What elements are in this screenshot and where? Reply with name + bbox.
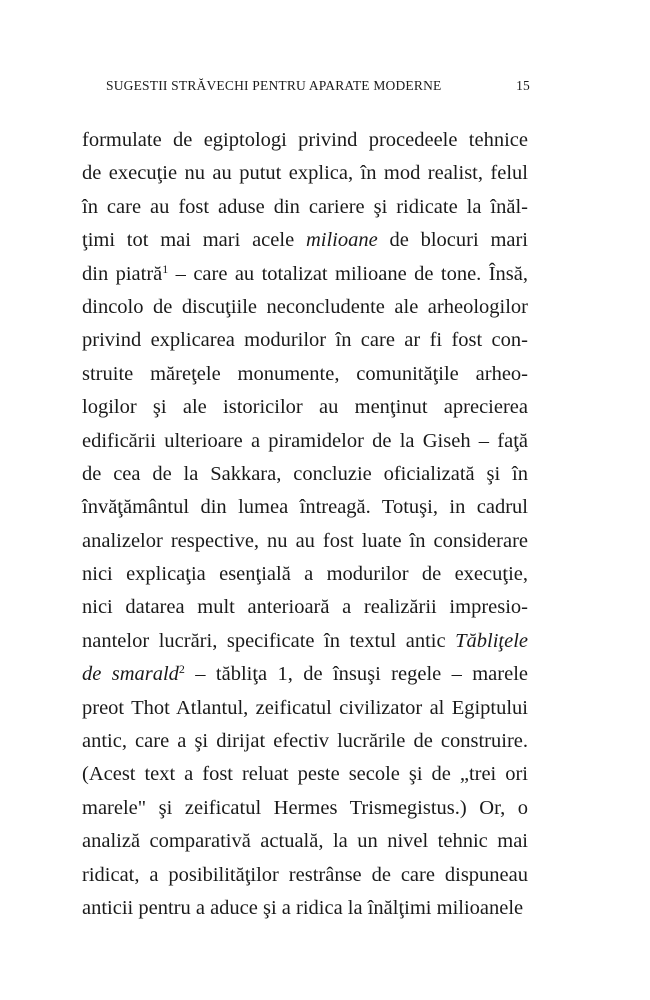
text-run: ridicat, a posibilităţilor restrânse de care dispuneau — [82, 863, 528, 886]
text-line — [82, 658, 528, 691]
text-line — [82, 157, 528, 190]
text-line — [82, 792, 528, 825]
text-run: – tăbliţa 1, de însuşi regele – marele — [184, 663, 528, 686]
text-line — [82, 458, 528, 491]
text-run: de cea de la Sakkara, concluzie oficializată şi în — [82, 462, 528, 485]
text-line — [82, 825, 528, 858]
text-line — [82, 591, 528, 624]
text-run: din piatră — [82, 262, 163, 285]
text-line — [82, 191, 528, 224]
text-run: analizelor respective, nu au fost luate în considerare — [82, 529, 528, 552]
text-line — [82, 892, 528, 925]
text-run: anticii pentru a aduce şi a ridica la înălţimi milioanele — [82, 896, 524, 919]
body-text — [82, 124, 528, 925]
text-line — [82, 425, 528, 458]
text-run: logilor şi ale istoricilor au menţinut aprecierea — [82, 396, 528, 419]
text-line — [82, 291, 528, 324]
text-line — [82, 391, 528, 424]
text-run: învăţământul din lumea întreagă. Totuşi, in cadrul — [82, 496, 528, 519]
text-run: ţimi tot mai mari acele — [82, 229, 306, 252]
footnote-marker: 1 — [162, 261, 169, 276]
text-run: analiză comparativă actuală, la un nivel tehnic mai — [82, 830, 528, 853]
text-line — [82, 859, 528, 892]
text-line — [82, 558, 528, 591]
running-head — [106, 78, 530, 94]
text-run: privind explicarea modurilor în care ar fi fost con- — [82, 329, 528, 352]
text-line — [82, 525, 528, 558]
running-title: SUGESTII STRĂVECHI PENTRU APARATE MODERNE — [106, 78, 442, 93]
text-run: în care au fost aduse din cariere şi ridicate la înăl- — [82, 195, 528, 218]
text-line — [82, 124, 528, 157]
text-run: edificării ulterioare a piramidelor de la Giseh – faţă — [82, 429, 528, 452]
text-run: nantelor lucrări, specificate în textul antic — [82, 629, 456, 652]
text-line — [82, 224, 528, 257]
text-run: de blocuri mari — [377, 229, 529, 252]
italic-text: Tăbliţele — [455, 629, 528, 652]
text-run: de execuţie nu au putut explica, în mod realist, felul — [82, 162, 528, 185]
text-line — [82, 324, 528, 357]
text-run: formulate de egiptologi privind procedeele tehnice — [82, 129, 528, 151]
text-line — [82, 491, 528, 524]
italic-text: milioane — [305, 229, 378, 252]
text-run: struite măreţele monumente, comunităţile arheo- — [82, 362, 528, 385]
text-line — [82, 692, 528, 725]
text-line — [82, 258, 528, 291]
text-run: preot Thot Atlantul, zeificatul civilizator al Egiptului — [82, 696, 528, 719]
text-line — [82, 358, 528, 391]
text-run: (Acest text a fost reluat peste secole şi de „trei ori — [82, 763, 528, 786]
text-line — [82, 758, 528, 791]
italic-text: de smarald — [82, 663, 179, 686]
page-number: 15 — [516, 78, 530, 93]
text-run: – care au totalizat milioane de tone. Însă, — [168, 262, 528, 285]
text-run: nici datarea mult anterioară a realizării impresio- — [82, 596, 528, 619]
text-run: dincolo de discuţiile neconcludente ale arheologilor — [82, 295, 528, 318]
footnote-marker: 2 — [178, 662, 185, 677]
text-line — [82, 725, 528, 758]
text-line — [82, 625, 528, 658]
text-run: antic, care a şi dirijat efectiv lucrările de construire. — [82, 730, 528, 753]
text-run: nici explicaţia esenţială a modurilor de execuţie, — [82, 563, 528, 586]
text-run: marele" şi zeificatul Hermes Trismegistus.) Or, o — [82, 796, 528, 819]
